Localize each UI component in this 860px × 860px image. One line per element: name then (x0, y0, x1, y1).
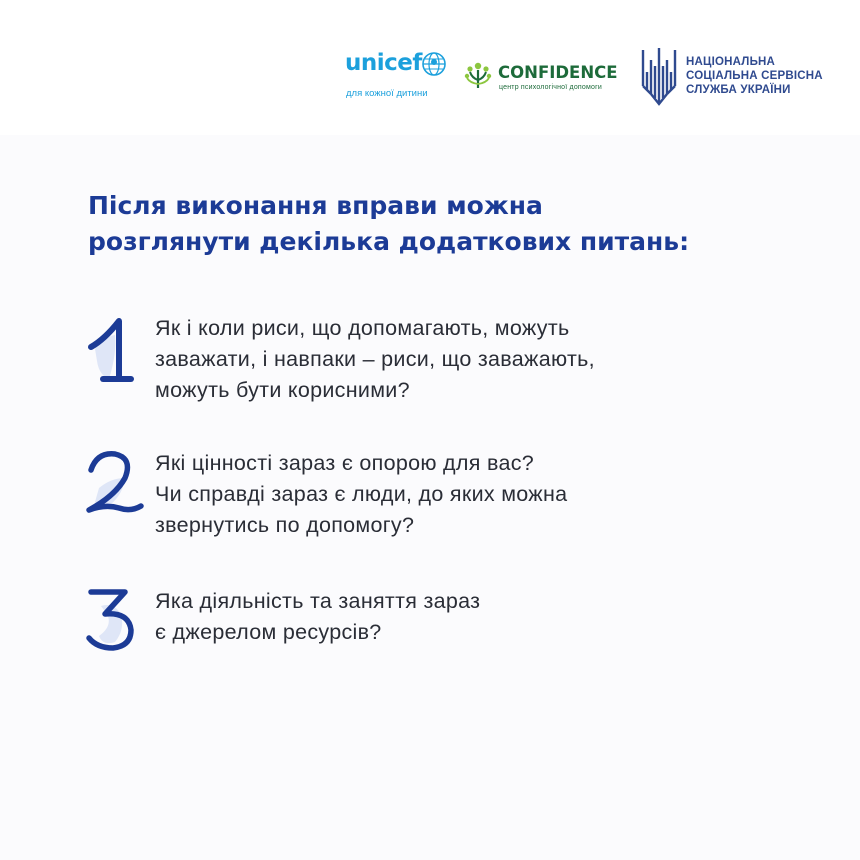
question-text-2 (155, 448, 775, 541)
question-number-label-1: 1 (85, 313, 86, 314)
trident-icon (640, 46, 678, 108)
question-1-line-2: заважати, і навпаки – риси, що заважають, (155, 347, 595, 371)
question-number-1 (85, 313, 145, 393)
question-3-line-1: Яка діяльність та заняття зараз (155, 589, 481, 613)
unicef-logo (345, 50, 455, 106)
question-3-line-2: є джерелом ресурсів? (155, 620, 382, 644)
question-1-line-1: Як і коли риси, що допомагають, можуть (155, 316, 570, 340)
confidence-tagline: центр психологічної допомоги (499, 84, 602, 91)
question-2-line-2: Чи справді зараз є люди, до яких можна (155, 482, 568, 506)
question-number-3 (85, 586, 145, 666)
page-title (88, 188, 788, 260)
question-2-line-3: звернутись по допомогу? (155, 513, 415, 537)
unicef-wordmark: unicef (345, 50, 422, 76)
nss-name-line-2: СОЦІАЛЬНА СЕРВІСНА (686, 70, 823, 82)
confidence-wordmark: CONFIDENCE (498, 63, 618, 82)
question-text-3 (155, 586, 775, 648)
question-number-label-2: 2 (85, 448, 86, 449)
nss-logo (640, 46, 840, 110)
confidence-sprout-icon (462, 58, 494, 90)
title-line-1: Після виконання вправи можна (88, 191, 543, 220)
unicef-tagline: для кожної дитини (346, 88, 428, 99)
confidence-logo (462, 58, 627, 98)
unicef-globe-icon (421, 51, 447, 77)
question-number-2 (85, 448, 145, 528)
nss-name-line-1: НАЦІОНАЛЬНА (686, 56, 776, 68)
title-line-2: розглянути декілька додаткових питань: (88, 227, 690, 256)
question-1-line-3: можуть бути корисними? (155, 378, 410, 402)
nss-name-line-3: СЛУЖБА УКРАЇНИ (686, 84, 791, 96)
nss-name (686, 55, 823, 97)
question-text-1 (155, 313, 775, 406)
question-2-line-1: Які цінності зараз є опорою для вас? (155, 451, 535, 475)
question-number-label-3: 3 (85, 586, 86, 587)
